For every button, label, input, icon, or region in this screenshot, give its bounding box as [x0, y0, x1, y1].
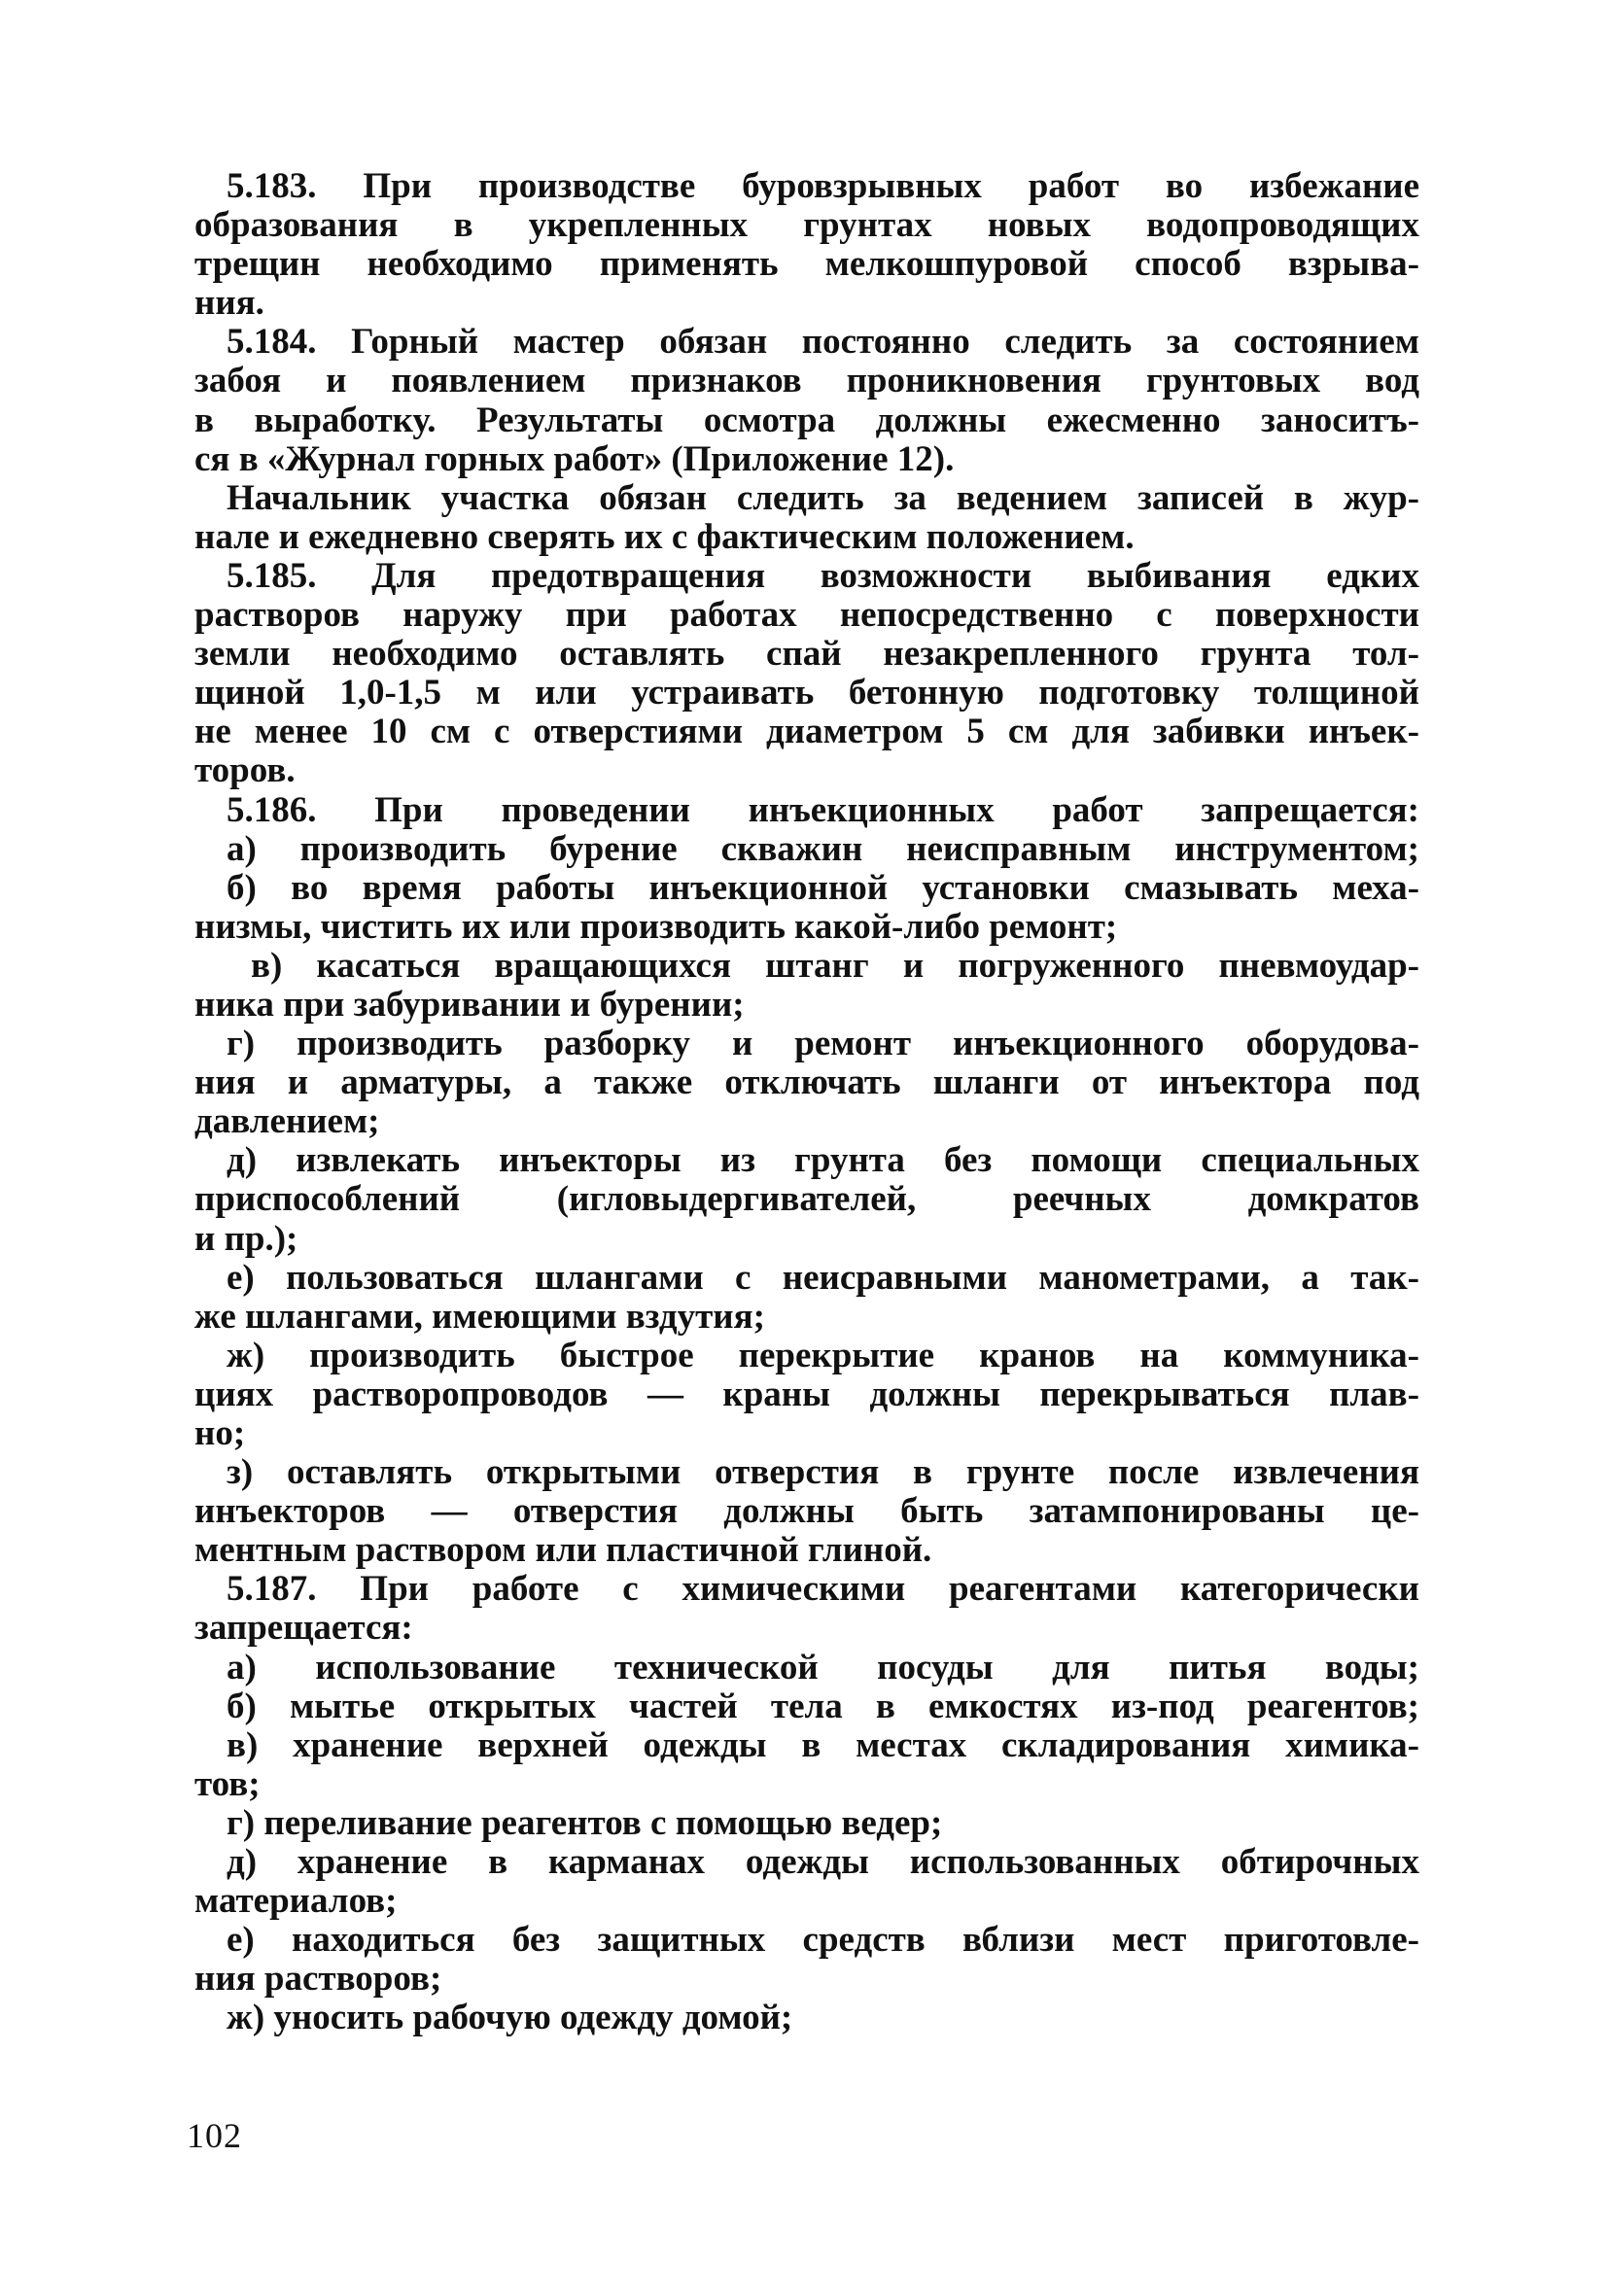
text-line-content: приспособлений (игловыдергивателей, реечных домкратов [194, 1179, 1419, 1220]
text-line-content: ния растворов; [194, 1959, 442, 2000]
text-line-content: и пр.); [194, 1218, 298, 1259]
text-line [194, 206, 1419, 245]
text-line-content: в выработку. Результаты осмотра должны ежесменно заноситъ- [194, 400, 1419, 440]
text-line-content: 5.185. Для предотвращения возможности выбивания едких [227, 555, 1419, 596]
text-line [194, 986, 1419, 1025]
text-line [194, 1141, 1419, 1180]
text-line [194, 1492, 1419, 1531]
text-line-content: нале и ежедневно сверять их с фактическим положением. [194, 516, 1135, 557]
text-line [194, 245, 1419, 284]
paragraph [194, 557, 1419, 791]
text-line [194, 1609, 1419, 1648]
text-line-content: 5.187. При работе с химическими реагентами категорически [227, 1569, 1419, 1610]
text-line-content: г) производить разборку и ремонт инъекционного оборудова- [227, 1024, 1419, 1064]
text-line-content: а) производить бурение скважин неисправным инструментом; [227, 828, 1419, 869]
text-line [194, 1453, 1419, 1492]
text-line [194, 1025, 1419, 1063]
text-line [194, 596, 1419, 635]
text-line [194, 1337, 1419, 1375]
text-line-content: з) оставлять открытыми отверстия в грунте после извлечения [227, 1452, 1419, 1493]
text-line [194, 791, 1419, 830]
text-line-content: земли необходимо оставлять спай незакрепленного грунта тол- [194, 634, 1419, 675]
text-line-content: материалов; [194, 1881, 398, 1922]
text-line [194, 167, 1419, 206]
text-line [194, 401, 1419, 440]
text-line [194, 518, 1419, 557]
text-line-content: ж) уносить рабочую одежду домой; [227, 1998, 793, 2038]
text-line-content: д) извлекать инъекторы из грунта без помощи специальных [227, 1140, 1419, 1181]
text-line-content: трещин необходимо применять мелкошпуровой способ взрыва- [194, 244, 1419, 285]
text-line-content: е) находиться без защитных средств вблизи мест приготовле- [227, 1920, 1419, 1961]
text-line-content: г) переливание реагентов с помощью ведер; [227, 1802, 943, 1843]
text-line [194, 1063, 1419, 1102]
text-line [194, 830, 1419, 869]
text-line [194, 1220, 1419, 1259]
text-line-content: забоя и появлением признаков проникновения грунтовых вод [194, 361, 1419, 401]
text-line [194, 751, 1419, 790]
paragraph [194, 1649, 1419, 1687]
text-line-content: 5.186. При проведении инъекционных работ запрещается: [227, 789, 1419, 830]
text-line-content: торов. [194, 750, 296, 791]
text-line-content: же шлангами, имеющими вздутия; [194, 1296, 765, 1337]
text-line [194, 479, 1419, 518]
text-line-content: растворов наружу при работах непосредственно с поверхности [194, 595, 1419, 636]
text-line [194, 323, 1419, 362]
text-line [194, 284, 1419, 323]
text-line [194, 1298, 1419, 1337]
text-line-content: ся в «Журнал горных работ» (Приложение 12). [194, 438, 955, 479]
text-line-content: низмы, чистить их или производить какой-либо ремонт; [194, 906, 1118, 947]
paragraph [194, 1337, 1419, 1453]
text-line-content: ния. [194, 283, 264, 324]
text-line-content: инъекторов — отверстия должны быть затампонированы це- [194, 1491, 1419, 1532]
document-body [194, 167, 1419, 2038]
paragraph [194, 479, 1419, 557]
text-line-content: а) использование технической посуды для питья воды; [227, 1647, 1419, 1687]
text-line [194, 1375, 1419, 1414]
paragraph [194, 1999, 1419, 2037]
text-line [194, 1102, 1419, 1141]
text-line-content: д) хранение в карманах одежды использованных обтирочных [227, 1842, 1419, 1883]
paragraph [194, 323, 1419, 478]
text-line [194, 1882, 1419, 1921]
text-line [194, 713, 1419, 751]
text-line [194, 1804, 1419, 1843]
text-line-content: 5.183. При производстве буровзрывных работ во избежание [227, 166, 1419, 206]
paragraph [194, 1726, 1419, 1804]
text-line-content: ж) производить быстрое перекрытие кранов на коммуника- [227, 1335, 1419, 1375]
text-line [194, 1765, 1419, 1804]
text-line [194, 362, 1419, 400]
text-line [194, 1570, 1419, 1609]
paragraph [194, 1843, 1419, 1921]
paragraph [194, 947, 1419, 1025]
text-line-content: б) во время работы инъекционной установки смазывать меха- [227, 867, 1419, 908]
text-line [194, 1687, 1419, 1726]
paragraph [194, 1453, 1419, 1570]
text-line [194, 557, 1419, 596]
text-line-content: не менее 10 см с отверстиями диаметром 5 см для забивки инъек- [194, 712, 1419, 752]
text-line [194, 1180, 1419, 1219]
text-line [194, 1649, 1419, 1687]
text-line [194, 1414, 1419, 1453]
paragraph [194, 167, 1419, 323]
paragraph [194, 1687, 1419, 1726]
text-line-content: ментным раствором или пластичной глиной. [194, 1530, 932, 1571]
text-line [194, 908, 1419, 947]
text-line-content: тов; [194, 1763, 261, 1804]
text-line-content: в) касаться вращающихся штанг и погруженного пневмоудар- [251, 945, 1419, 986]
text-line-content: щиной 1,0-1,5 м или устраивать бетонную подготовку толщиной [194, 673, 1419, 713]
text-line-content: запрещается: [194, 1608, 413, 1649]
text-line-content: образования в укрепленных грунтах новых водопроводящих [194, 205, 1419, 246]
text-line-content: в) хранение верхней одежды в местах складирования химика- [227, 1724, 1419, 1765]
text-line [194, 440, 1419, 479]
text-line [194, 869, 1419, 908]
text-line [194, 1960, 1419, 1999]
paragraph [194, 791, 1419, 830]
text-line [194, 1531, 1419, 1570]
text-line-content: е) пользоваться шлангами с неисравными манометрами, а так- [227, 1257, 1419, 1298]
text-line [194, 947, 1419, 986]
paragraph [194, 830, 1419, 869]
text-line [194, 1843, 1419, 1882]
text-line [194, 635, 1419, 674]
text-line [194, 1259, 1419, 1298]
text-line-content: давлением; [194, 1101, 380, 1142]
text-line-content: ния и арматуры, а также отключать шланги от инъектора под [194, 1062, 1419, 1103]
text-line [194, 674, 1419, 713]
page-number: 102 [187, 2116, 242, 2155]
paragraph [194, 1025, 1419, 1141]
paragraph [194, 1570, 1419, 1648]
text-line-content: б) мытье открытых частей тела в емкостях из-под реагентов; [227, 1686, 1419, 1726]
text-line-content: но; [194, 1413, 246, 1453]
text-line [194, 1726, 1419, 1765]
paragraph [194, 869, 1419, 947]
text-line-content: 5.184. Горный мастер обязан постоянно следить за состоянием [227, 322, 1419, 363]
text-line [194, 1921, 1419, 1960]
paragraph [194, 1141, 1419, 1258]
text-line-content: Начальник участка обязан следить за ведением записей в жур- [227, 477, 1419, 518]
text-line [194, 1999, 1419, 2037]
text-line-content: циях растворопроводов — краны должны перекрываться плав- [194, 1374, 1419, 1414]
paragraph [194, 1804, 1419, 1843]
paragraph [194, 1259, 1419, 1337]
text-line-content: ника при забуривании и бурении; [194, 984, 745, 1025]
paragraph [194, 1921, 1419, 1999]
